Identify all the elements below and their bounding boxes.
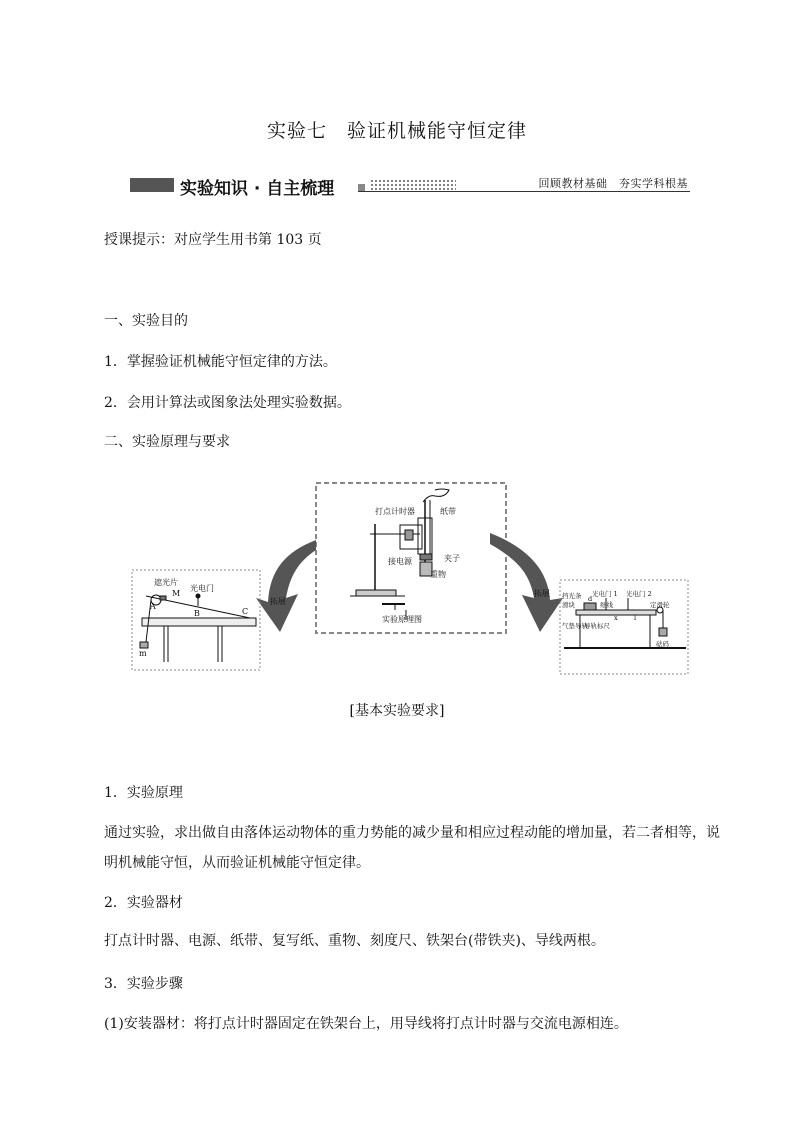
experiment-figure [120,470,700,690]
purpose-item-1: 1．掌握验证机械能守恒定律的方法。 [104,354,337,370]
left-label-A: A [150,602,156,611]
right-label-shade: 挡光条 [562,592,582,600]
right-label-gate2: 光电门 2 [626,590,652,598]
center-label-weight: 重物 [430,570,446,579]
right-label-scale: 导轨标尺 [584,622,610,630]
left-apparatus [140,594,256,662]
banner-dots [370,179,456,191]
left-extend-label: 拓展 [270,597,286,606]
right-label-slider: 滑块 [562,601,575,609]
center-label-clip: 夹子 [444,554,460,563]
left-extend-arrow [256,540,316,632]
center-label-tape: 纸带 [440,507,456,516]
right-extend-label: 拓展 [534,589,550,598]
section-heading-purpose: 一、实验目的 [104,313,188,329]
left-label-M: M [172,589,181,598]
right-label-l: l [634,614,637,622]
sub-heading-principle: 1．实验原理 [104,785,183,801]
purpose-item-2: 2．会用计算法或图象法处理实验数据。 [104,395,351,411]
left-label-C: C [242,607,249,616]
right-label-rail: 气垫导轨 [562,622,588,630]
right-extend-arrow [490,533,563,632]
equipment-paragraph: 打点计时器、电源、纸带、复写纸、重物、刻度尺、铁架台(带铁夹)、导线两根。 [104,933,605,949]
left-label-B: B [194,609,200,618]
right-label-pulley: 定滑轮 [650,601,670,609]
sub-heading-steps: 3．实验步骤 [104,976,183,992]
right-label-weight: 砝码 [656,640,669,648]
right-label-string: 细线 [600,601,613,609]
banner-rule [358,191,690,192]
banner-block [130,178,174,192]
center-label-timer: 打点计时器 [375,507,415,516]
section-heading-principle: 二、实验原理与要求 [104,434,230,450]
principle-paragraph: 通过实验，求出做自由落体运动物体的重力势能的减少量和相应过程动能的增加量，若二者相等，说明机械能守恒，从而验证机械能守恒定律。 [104,825,720,871]
figure-caption: [基本实验要求] [349,703,445,719]
lesson-hint: 授课提示：对应学生用书第 103 页 [104,232,322,248]
right-label-d: d [588,595,593,603]
banner-slogan: 回顾教材基础 夯实学科根基 [538,177,688,190]
step-1: (1)安装器材：将打点计时器固定在铁架台上，用导线将打点计时器与交流电源相连。 [104,1016,628,1032]
left-label-gate: 光电门 [190,584,214,593]
left-label-shade: 遮光片 [154,578,178,587]
right-label-gate1: 光电门 1 [592,590,618,598]
sub-heading-equipment: 2．实验器材 [104,895,183,911]
center-caption: 实验原理图 [382,615,422,624]
banner-label: 实验知识 · 自主梳理 [180,179,335,199]
banner-square [358,184,365,191]
page-title: 实验七 验证机械能守恒定律 [266,120,527,142]
section-banner [130,176,690,200]
right-label-x: x [614,614,618,622]
left-label-m: m [139,649,147,658]
center-label-power: 接电源 [388,557,412,566]
